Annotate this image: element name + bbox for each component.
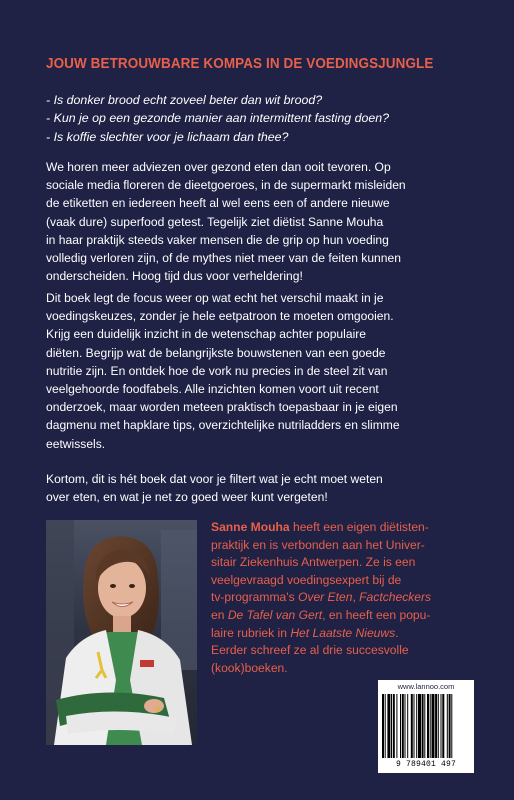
bio-text: tv-programma's	[211, 590, 298, 605]
barcode-bar	[411, 694, 413, 758]
author-bio	[211, 519, 481, 677]
text-line: de etiketten en iedereen heeft al wel eens een of andere nieuwe	[46, 196, 390, 211]
question-item: - Kun je op een gezonde manier aan intermittent fasting doen?	[46, 111, 390, 126]
barcode-bar	[396, 694, 397, 758]
headline: JOUW BETROUWBARE KOMPAS IN DE VOEDINGSJUNGLE	[46, 56, 434, 72]
barcode-bar	[387, 694, 390, 758]
program-title: Over Eten	[297, 590, 353, 605]
barcode-bar	[402, 694, 404, 758]
bio-line	[211, 625, 481, 643]
program-title: Factcheckers	[359, 590, 432, 605]
text-line: veelgehoorde foodfabels. Alle inzichten komen voort uit recent	[46, 382, 379, 397]
text-line: sociale media floreren de dieetgoeroes, in de supermarkt misleiden	[46, 178, 406, 193]
barcode-bar	[435, 694, 437, 758]
bio-line: (kook)boeken.	[211, 660, 288, 675]
text-line: onderscheiden. Hoog tijd dus voor verheldering!	[46, 269, 303, 284]
bio-text: en	[211, 607, 228, 622]
barcode-bar	[393, 694, 395, 758]
program-title: De Tafel van Gert	[227, 607, 323, 622]
question-list	[46, 91, 476, 146]
barcode-bar	[432, 694, 435, 758]
summary-paragraph	[46, 470, 476, 506]
bio-line: sitair Ziekenhuis Antwerpen. Ze is een	[211, 555, 416, 570]
author-name: Sanne Mouha	[211, 520, 290, 534]
text-line: eetwissels.	[46, 436, 106, 451]
bio-line: Eerder schreef ze al drie succesvolle	[211, 643, 409, 658]
barcode	[378, 680, 474, 773]
text-line: over eten, en wat je net zo goed weer kunt vergeten!	[46, 490, 328, 505]
bio-line	[211, 519, 481, 537]
text-line: diëten. Begrijp wat de belangrijkste bouwstenen van een goede	[46, 345, 386, 360]
barcode-bar	[427, 694, 429, 758]
barcode-bar	[407, 694, 408, 758]
barcode-bar	[416, 694, 417, 758]
bio-line: praktijk en is verbonden aan het Univer-	[211, 537, 425, 552]
text-line: onderzoek, maar worden meteen praktisch toepasbaar in je eigen	[46, 400, 398, 415]
text-line: Kortom, dit is hét boek dat voor je filtert wat je echt moet weten	[46, 472, 383, 486]
bio-line	[211, 589, 481, 607]
author-portrait-illustration	[46, 520, 197, 745]
barcode-bar	[449, 694, 451, 758]
question-item: - Is koffie slechter voor je lichaam dan thee?	[46, 129, 289, 144]
bio-text: .	[395, 625, 399, 640]
text-line: volledig verloren zijn, of de mythes niet meer van de feiten kunnen	[46, 251, 401, 266]
barcode-bar	[418, 694, 421, 758]
bio-text: heeft een eigen diëtisten-	[289, 520, 429, 534]
text-line: (vaak dure) superfood getest. Tegelijk ziet diëtist Sanne Mouha	[46, 214, 384, 229]
bio-text: , en heeft een popu-	[322, 607, 431, 622]
barcode-bar	[441, 694, 442, 758]
bio-line	[211, 607, 481, 625]
intro-paragraph	[46, 158, 476, 285]
barcode-bar	[400, 694, 401, 758]
barcode-bar	[382, 694, 384, 758]
barcode-bars-icon	[382, 694, 470, 760]
newspaper-title: Het Laatste Nieuws	[290, 625, 396, 640]
barcode-bar	[414, 694, 415, 758]
question-item: - Is donker brood echt zoveel beter dan wit brood?	[46, 93, 323, 107]
bio-text: laire rubriek in	[211, 625, 291, 640]
barcode-bar	[438, 694, 439, 758]
barcode-bar	[424, 694, 425, 758]
barcode-bar	[430, 694, 431, 758]
text-line: We horen meer adviezen over gezond eten dan ooit tevoren. Op	[46, 160, 391, 174]
isbn-number: 9 789401 497	[395, 760, 456, 769]
text-line: voedingskeuzes, zonder je hele eetpatroon te moeten omgooien.	[46, 309, 394, 324]
barcode-bar	[442, 694, 444, 758]
barcode-bar	[451, 694, 452, 758]
bio-line: veelgevraagd voedingsexpert bij de	[211, 572, 402, 587]
text-line: in haar praktijk steeds vaker mensen die de grip op hun voeding	[46, 232, 389, 247]
text-line: Krijg een duidelijk inzicht in de wetenschap achter populaire	[46, 327, 367, 342]
publisher-url: www.lannoo.com	[397, 682, 455, 691]
author-photo	[46, 520, 197, 745]
barcode-bar	[391, 694, 392, 758]
barcode-bar	[385, 694, 386, 758]
focus-paragraph	[46, 289, 476, 453]
text-line: nutritie zijn. En ontdek hoe de vork nu precies in de steel zit van	[46, 363, 388, 378]
text-line: dagmenu met hapklare tips, overzichtelijke nutriladders en slimme	[46, 418, 400, 433]
text-line: Dit boek legt de focus weer op wat echt het verschil maakt in je	[46, 291, 384, 305]
bio-text: ,	[352, 590, 360, 605]
barcode-bar	[405, 694, 406, 758]
barcode-bar	[447, 694, 448, 758]
barcode-bar	[422, 694, 424, 758]
